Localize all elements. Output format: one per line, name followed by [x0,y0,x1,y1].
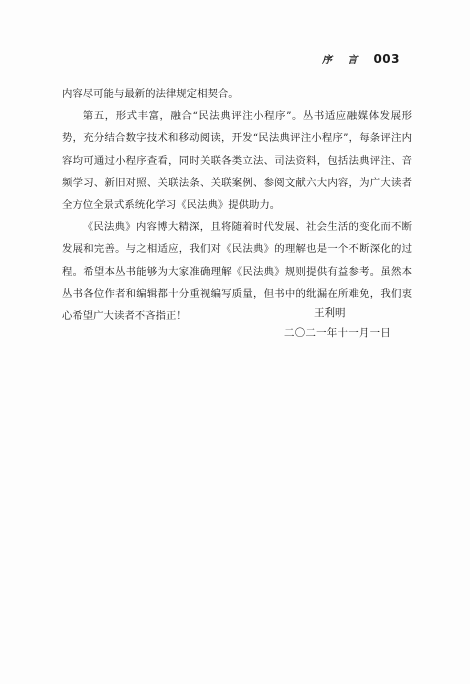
running-header [322,51,400,66]
page-number: 003 [373,52,400,66]
signature-date: 二〇二一年十一月一日 [284,327,391,339]
author-name: 王利明 [314,307,346,319]
section-title: 序 言 [321,55,364,66]
paragraph-closing: 《民法典》内容博大精深，且将随着时代发展、社会生活的变化而不断发展和完善。与之相适应，我们对《民法典》的理解也是一个不断深化的过程。希望本丛书能够为大家准确理解《民法典》规则提供有益参考。虽然本丛书各位作者和编辑都十分重视编写质量，但书中的纰漏在所难免，我们衷心希望广大读者不吝指正！ [62,221,412,323]
paragraph-point-five: 第五，形式丰富，融合“民法典评注小程序”。丛书适应融媒体发展形势，充分结合数字技术和移动阅读，开发“民法典评注小程序”，每条评注内容均可通过小程序查看，同时关联各类立法、司法资料，包括法典评注、音频学习、新旧对照、关联法条、关联案例、参阅文献六大内容，为广大读者全方位全景式系统化学习《民法典》提供助力。 [62,110,412,212]
body-text [62,83,412,327]
paragraph-continuation: 内容尽可能与最新的法律规定相契合。 [62,88,239,100]
